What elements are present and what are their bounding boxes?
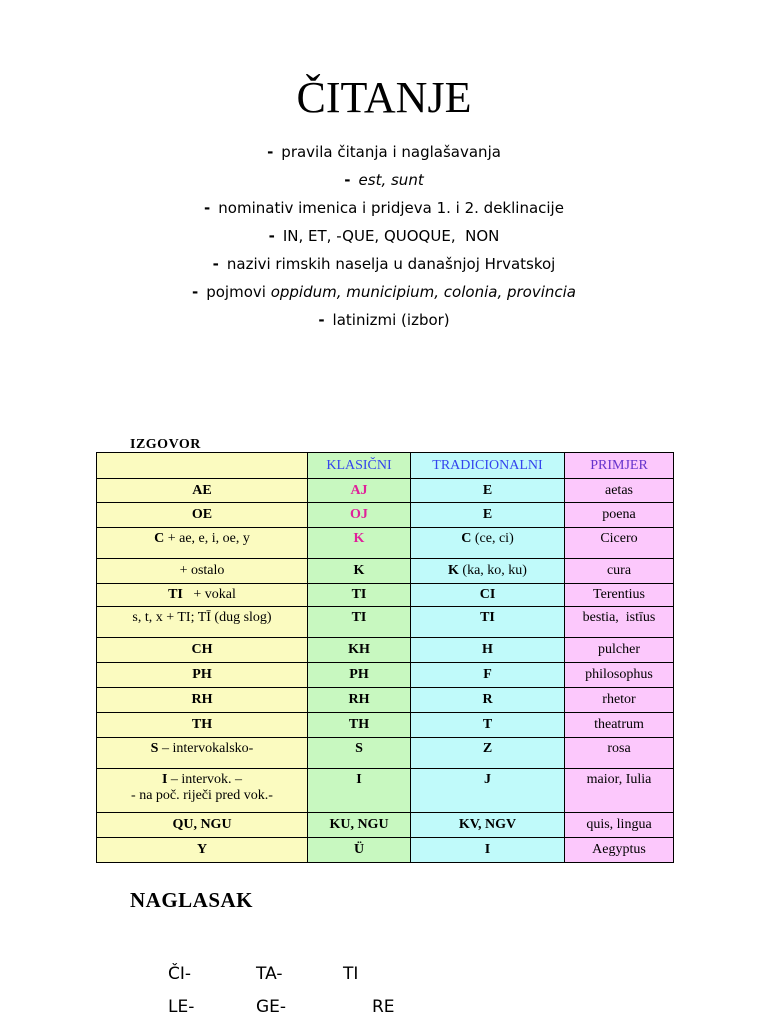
cell-classical: K [308, 528, 411, 559]
cell-traditional: F [411, 663, 565, 688]
cell-letter: + ostalo [97, 559, 308, 584]
cell-traditional: CI [411, 584, 565, 607]
cell-classical: TI [308, 584, 411, 607]
cell-traditional: K (ka, ko, ku) [411, 559, 565, 584]
cell-letter: AE [97, 479, 308, 503]
page-title: ČITANJE [296, 73, 472, 122]
table-row [97, 713, 674, 738]
table-row [97, 688, 674, 713]
topic-text: pravila čitanja i naglašavanja [281, 143, 501, 161]
cell-classical: S [308, 738, 411, 769]
bullet-dash: - [344, 171, 351, 189]
syllable: TI [343, 964, 359, 984]
bullet-dash: - [318, 311, 325, 329]
cell-example: pulcher [565, 638, 674, 663]
topic-list [0, 138, 768, 334]
cell-letter: CH [97, 638, 308, 663]
cell-traditional: TI [411, 607, 565, 638]
table-row [97, 738, 674, 769]
bullet-dash: - [204, 199, 211, 217]
syllable: ČI- [168, 964, 192, 984]
cell-letter: QU, NGU [97, 813, 308, 838]
table-row [97, 503, 674, 528]
cell-traditional: Z [411, 738, 565, 769]
topic-text: nazivi rimskih naselja u današnjoj Hrvatskoj [226, 255, 556, 273]
cell-letter: RH [97, 688, 308, 713]
header-cell-classical: KLASIČNI [308, 453, 411, 479]
table-row [97, 584, 674, 607]
cell-classical: I [308, 769, 411, 813]
topic-item [0, 194, 768, 222]
topic-text-italic: oppidum, municipium, colonia, provincia [270, 283, 576, 301]
syllable: RE [372, 997, 395, 1017]
cell-letter: Y [97, 838, 308, 863]
cell-example: poena [565, 503, 674, 528]
cell-letter: I – intervok. – - na poč. riječi pred vok.- [97, 769, 308, 813]
cell-letter: TI + vokal [97, 584, 308, 607]
topic-text: est, sunt [358, 171, 424, 189]
cell-example: rhetor [565, 688, 674, 713]
syllable: LE- [168, 997, 195, 1017]
cell-traditional: R [411, 688, 565, 713]
cell-example: bestia, istīus [565, 607, 674, 638]
table-row [97, 769, 674, 813]
bullet-dash: - [212, 255, 219, 273]
syllable: TA- [256, 964, 283, 984]
header-cell-example: PRIMJER [565, 453, 674, 479]
topic-text: nominativ imenica i pridjeva 1. i 2. deklinacije [218, 199, 564, 217]
topic-item [0, 166, 768, 194]
header-cell-traditional: TRADICIONALNI [411, 453, 565, 479]
syllable: GE- [256, 997, 287, 1017]
topic-text: pojmovi [206, 283, 271, 301]
cell-example: Terentius [565, 584, 674, 607]
table-caption: IZGOVOR [130, 437, 201, 452]
topic-text: IN, ET, -QUE, QUOQUE, NON [282, 227, 500, 245]
cell-classical: OJ [308, 503, 411, 528]
bullet-dash: - [267, 143, 274, 161]
cell-example: Aegyptus [565, 838, 674, 863]
table-row [97, 838, 674, 863]
section-title: NAGLASAK [130, 888, 254, 912]
table-row [97, 559, 674, 584]
cell-letter: S – intervokalsko- [97, 738, 308, 769]
cell-traditional: T [411, 713, 565, 738]
table-header-row [97, 453, 674, 479]
table-row [97, 607, 674, 638]
cell-classical: K [308, 559, 411, 584]
table-row [97, 479, 674, 503]
bullet-dash: - [191, 283, 199, 301]
cell-classical: KU, NGU [308, 813, 411, 838]
table-row [97, 528, 674, 559]
cell-letter: PH [97, 663, 308, 688]
table-row [97, 638, 674, 663]
cell-classical: RH [308, 688, 411, 713]
cell-example: aetas [565, 479, 674, 503]
cell-letter: TH [97, 713, 308, 738]
cell-classical: AJ [308, 479, 411, 503]
cell-classical: TI [308, 607, 411, 638]
cell-traditional: E [411, 503, 565, 528]
cell-traditional: J [411, 769, 565, 813]
topic-item [0, 222, 768, 250]
topic-item [0, 250, 768, 278]
cell-example: theatrum [565, 713, 674, 738]
topic-item [0, 138, 768, 166]
cell-example: philosophus [565, 663, 674, 688]
topic-item [0, 278, 768, 306]
cell-traditional: C (ce, ci) [411, 528, 565, 559]
cell-traditional: H [411, 638, 565, 663]
cell-example: quis, lingua [565, 813, 674, 838]
pronunciation-table [96, 452, 674, 863]
bullet-dash: - [268, 227, 275, 245]
cell-letter: OE [97, 503, 308, 528]
cell-letter: C + ae, e, i, oe, y [97, 528, 308, 559]
topic-item [0, 306, 768, 334]
cell-traditional: I [411, 838, 565, 863]
cell-classical: Ü [308, 838, 411, 863]
cell-traditional: E [411, 479, 565, 503]
cell-example: Cicero [565, 528, 674, 559]
cell-classical: KH [308, 638, 411, 663]
cell-example: rosa [565, 738, 674, 769]
cell-example: maior, Iulia [565, 769, 674, 813]
table-row [97, 663, 674, 688]
table-row [97, 813, 674, 838]
cell-example: cura [565, 559, 674, 584]
header-cell-empty [97, 453, 308, 479]
topic-text: latinizmi (izbor) [332, 311, 450, 329]
cell-traditional: KV, NGV [411, 813, 565, 838]
cell-classical: TH [308, 713, 411, 738]
cell-letter: s, t, x + TI; TĪ (dug slog) [97, 607, 308, 638]
cell-classical: PH [308, 663, 411, 688]
